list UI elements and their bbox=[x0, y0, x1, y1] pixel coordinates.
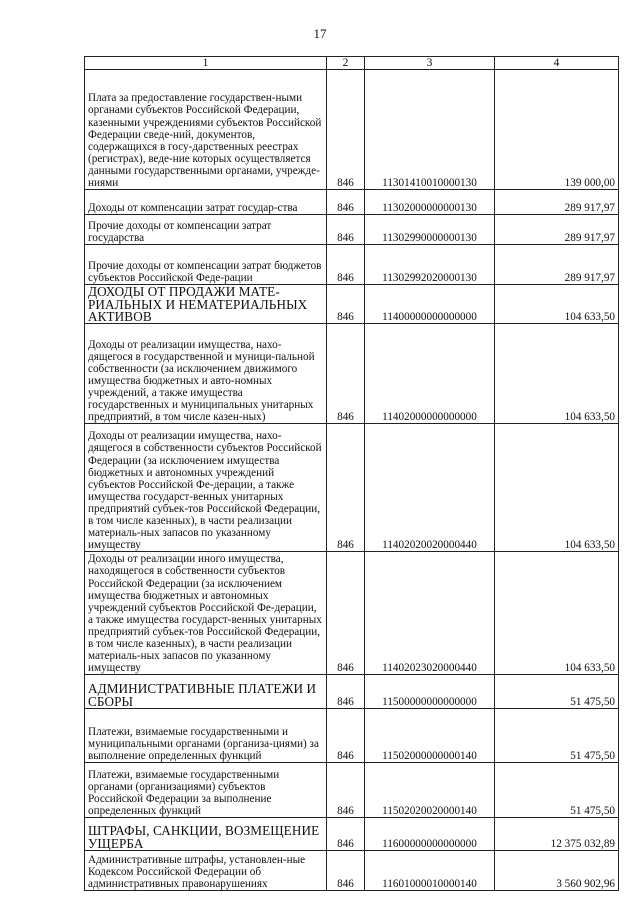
row-admin-code: 846 bbox=[327, 285, 365, 324]
row-admin-code: 846 bbox=[327, 215, 365, 245]
row-budget-code: 11600000000000000 bbox=[365, 818, 495, 851]
row-name: Доходы от реализации иного имущества, находящегося в собственности субъектов Российской Федерации (за исключением имущества бюджетных и автономных учреждений субъектов Российской Фе-дерации, а также имущества государст-венных унитарных предприятий субъек-тов Российской Федерации, в том числе казенных), в части реализации материаль-ных запасов по указанному имуществу bbox=[85, 552, 327, 675]
table-row bbox=[85, 851, 619, 891]
row-amount: 104 633,50 bbox=[495, 285, 619, 324]
column-header-1: 1 bbox=[85, 57, 327, 70]
row-budget-code: 11302992020000130 bbox=[365, 245, 495, 285]
row-admin-code: 846 bbox=[327, 424, 365, 552]
row-amount: 104 633,50 bbox=[495, 424, 619, 552]
row-amount: 289 917,97 bbox=[495, 245, 619, 285]
column-header-2: 2 bbox=[327, 57, 365, 70]
row-admin-code: 846 bbox=[327, 709, 365, 763]
row-admin-code: 846 bbox=[327, 818, 365, 851]
column-header-4: 4 bbox=[495, 57, 619, 70]
row-name: Прочие доходы от компенсации затрат государства bbox=[85, 215, 327, 245]
row-amount: 289 917,97 bbox=[495, 215, 619, 245]
row-budget-code: 11402020020000440 bbox=[365, 424, 495, 552]
row-admin-code: 846 bbox=[327, 245, 365, 285]
row-name: Доходы от компенсации затрат государ-ства bbox=[85, 190, 327, 215]
row-budget-code: 11302990000000130 bbox=[365, 215, 495, 245]
row-amount: 104 633,50 bbox=[495, 324, 619, 424]
row-name: Доходы от реализации имущества, нахо-дящегося в собственности субъектов Российской Федерации (за исключением имущества бюджетных и автономных учреждений субъектов Российской Фе-дерации, а также имущества государст-венных унитарных предприятий субъек-тов Российской Федерации, в том числе казенных), в части реализации материаль-ных запасов по указанному имуществу bbox=[85, 424, 327, 552]
row-budget-code: 11502000000000140 bbox=[365, 709, 495, 763]
row-name: Доходы от реализации имущества, нахо-дящегося в государственной и муници-пальной собственности (за исключением движимого имущества бюджетных и авто-номных учреждений, а также имущества государственных и муниципальных унитарных предприятий, в том числе казен-ных) bbox=[85, 324, 327, 424]
row-budget-code: 11500000000000000 bbox=[365, 675, 495, 709]
table-row bbox=[85, 424, 619, 552]
row-budget-code: 11400000000000000 bbox=[365, 285, 495, 324]
row-name: ДОХОДЫ ОТ ПРОДАЖИ МАТЕ-РИАЛЬНЫХ И НЕМАТЕРИАЛЬНЫХ АКТИВОВ bbox=[85, 285, 327, 324]
row-admin-code: 846 bbox=[327, 675, 365, 709]
row-admin-code: 846 bbox=[327, 190, 365, 215]
table-row bbox=[85, 675, 619, 709]
table-row bbox=[85, 709, 619, 763]
row-budget-code: 11601000010000140 bbox=[365, 851, 495, 891]
table-row bbox=[85, 190, 619, 215]
row-name: Прочие доходы от компенсации затрат бюджетов субъектов Российской Феде-рации bbox=[85, 245, 327, 285]
table-row bbox=[85, 763, 619, 818]
row-admin-code: 846 bbox=[327, 763, 365, 818]
table-row bbox=[85, 70, 619, 190]
table-row bbox=[85, 215, 619, 245]
table-row bbox=[85, 285, 619, 324]
row-budget-code: 11402000000000000 bbox=[365, 324, 495, 424]
row-amount: 289 917,97 bbox=[495, 190, 619, 215]
row-amount: 104 633,50 bbox=[495, 552, 619, 675]
table-row bbox=[85, 818, 619, 851]
row-budget-code: 11402023020000440 bbox=[365, 552, 495, 675]
column-header-3: 3 bbox=[365, 57, 495, 70]
table-row bbox=[85, 324, 619, 424]
row-admin-code: 846 bbox=[327, 70, 365, 190]
table-body bbox=[85, 70, 619, 891]
row-amount: 51 475,50 bbox=[495, 709, 619, 763]
row-amount: 51 475,50 bbox=[495, 675, 619, 709]
page-number: 17 bbox=[313, 26, 327, 41]
row-amount: 3 560 902,96 bbox=[495, 851, 619, 891]
row-budget-code: 11302000000000130 bbox=[365, 190, 495, 215]
row-name: ШТРАФЫ, САНКЦИИ, ВОЗМЕЩЕНИЕ УЩЕРБА bbox=[85, 818, 327, 851]
row-budget-code: 11502020020000140 bbox=[365, 763, 495, 818]
row-name: Платежи, взимаемые государственными и муниципальными органами (организа-циями) за выполнение определенных функций bbox=[85, 709, 327, 763]
row-budget-code: 11301410010000130 bbox=[365, 70, 495, 190]
table-row bbox=[85, 245, 619, 285]
revenue-table bbox=[84, 56, 619, 891]
row-name: Административные штрафы, установлен-ные Кодексом Российской Федерации об административных правонарушениях bbox=[85, 851, 327, 891]
row-admin-code: 846 bbox=[327, 324, 365, 424]
row-admin-code: 846 bbox=[327, 552, 365, 675]
row-amount: 51 475,50 bbox=[495, 763, 619, 818]
row-amount: 12 375 032,89 bbox=[495, 818, 619, 851]
row-name: АДМИНИСТРАТИВНЫЕ ПЛАТЕЖИ И СБОРЫ bbox=[85, 675, 327, 709]
row-admin-code: 846 bbox=[327, 851, 365, 891]
row-name: Плата за предоставление государствен-ными органами субъектов Российской Федерации, казенными учреждениями субъектов Российской Федерации сведе-ний, документов, содержащихся в госу-дарственных реестрах (регистрах), веде-ние которых осуществляется данными государственными органами, учрежде-ниями bbox=[85, 70, 327, 190]
row-name: Платежи, взимаемые государственными органами (организациями) субъектов Российской Федерации за выполнение определенных функций bbox=[85, 763, 327, 818]
column-numbers-row bbox=[85, 57, 619, 70]
table-row bbox=[85, 552, 619, 675]
row-amount: 139 000,00 bbox=[495, 70, 619, 190]
